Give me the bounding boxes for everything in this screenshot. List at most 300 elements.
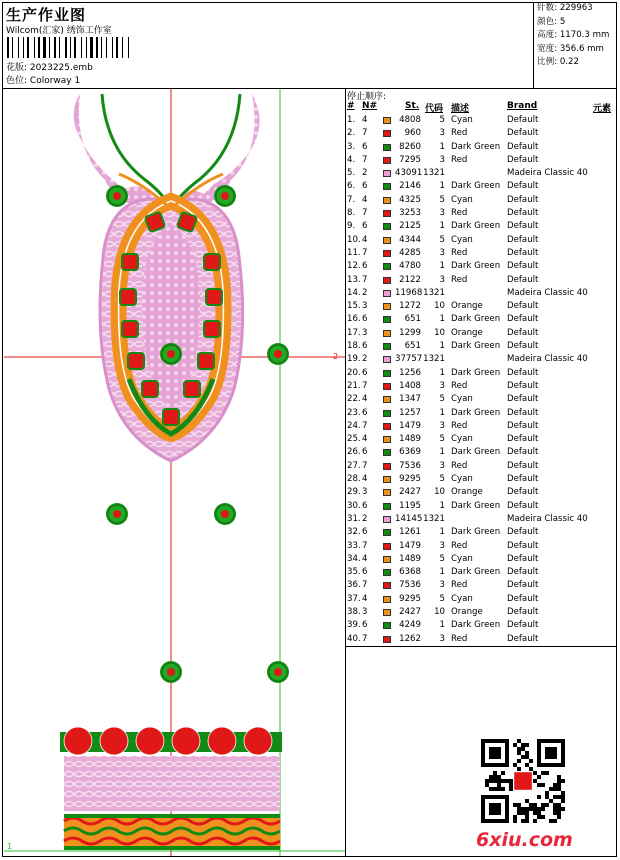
table-row <box>347 380 615 393</box>
table-row <box>347 114 615 127</box>
needle-number: 7 <box>362 580 368 591</box>
table-row <box>347 619 615 632</box>
color-swatch <box>383 144 391 151</box>
thread-brand: Default <box>507 567 539 578</box>
row-number: 38. <box>347 606 361 617</box>
color-swatch <box>383 622 391 629</box>
color-code: 5 <box>439 474 445 485</box>
color-swatch <box>383 343 391 350</box>
thread-brand: Default <box>507 593 539 604</box>
table-row <box>347 486 615 499</box>
row-number: 26. <box>347 447 361 458</box>
row-number: 8. <box>347 208 356 219</box>
color-swatch <box>383 529 391 536</box>
needle-number: 4 <box>362 194 368 205</box>
color-code: 3 <box>439 580 445 591</box>
row-number: 1. <box>347 115 356 125</box>
stitch-count: 3253 <box>399 208 421 219</box>
color-code: 3 <box>439 208 445 219</box>
row-number: 36. <box>347 580 361 591</box>
row-number: 19. <box>347 354 361 365</box>
table-row <box>347 606 615 619</box>
color-swatch <box>383 290 391 297</box>
color-swatch <box>383 237 391 244</box>
color-desc: Dark Green <box>451 567 501 578</box>
needle-number: 6 <box>362 181 368 192</box>
stitch-count: 4344 <box>399 234 421 245</box>
table-row <box>347 553 615 566</box>
color-desc: Dark Green <box>451 221 501 232</box>
stitch-count: 651 <box>404 314 421 325</box>
color-code: 1 <box>439 620 445 631</box>
needle-number: 4 <box>362 115 368 125</box>
stitch-count: 7536 <box>399 460 421 471</box>
row-number: 15. <box>347 301 361 312</box>
stat-height: 高度: 1170.3 mm <box>537 30 610 41</box>
table-row <box>347 274 615 287</box>
color-swatch <box>383 263 391 270</box>
row-number: 22. <box>347 394 361 405</box>
stitch-count: 2427 <box>399 487 421 498</box>
table-row <box>347 287 615 300</box>
color-swatch <box>383 582 391 589</box>
color-swatch <box>383 303 391 310</box>
thread-brand: Default <box>507 527 539 538</box>
thread-brand: Default <box>507 341 539 352</box>
color-swatch <box>383 183 391 190</box>
stitch-count: 1256 <box>399 367 421 378</box>
thread-brand: Default <box>507 460 539 471</box>
thread-brand: Default <box>507 247 539 258</box>
color-code: 1 <box>439 261 445 272</box>
color-code: 1321 <box>423 168 445 179</box>
stitch-count: 2146 <box>399 181 421 192</box>
needle-number: 6 <box>362 341 368 352</box>
thread-brand: Default <box>507 128 539 139</box>
thread-brand: Default <box>507 221 539 232</box>
thread-brand: Default <box>507 434 539 445</box>
needle-number: 6 <box>362 620 368 631</box>
stitch-count: 7295 <box>399 154 421 165</box>
col-stitches: St. <box>405 101 420 111</box>
color-swatch <box>383 277 391 284</box>
col-no: # <box>347 101 355 111</box>
color-desc: Red <box>451 128 468 139</box>
needle-number: 3 <box>362 301 368 312</box>
table-row <box>347 127 615 140</box>
stitch-count: 8260 <box>399 141 421 152</box>
row-number: 37. <box>347 593 361 604</box>
color-desc: Orange <box>451 487 483 498</box>
row-number: 17. <box>347 327 361 338</box>
color-desc: Red <box>451 633 468 644</box>
color-swatch <box>383 316 391 323</box>
color-swatch <box>383 223 391 230</box>
table-row <box>347 433 615 446</box>
needle-number: 6 <box>362 141 368 152</box>
table-row <box>347 500 615 513</box>
needle-number: 6 <box>362 314 368 325</box>
color-desc: Dark Green <box>451 620 501 631</box>
row-number: 10. <box>347 234 361 245</box>
color-code: 10 <box>434 487 445 498</box>
color-code: 1 <box>439 221 445 232</box>
color-desc: Cyan <box>451 593 473 604</box>
row-number: 12. <box>347 261 361 272</box>
color-swatch <box>383 170 391 177</box>
thread-brand: Madeira Classic 40 <box>507 513 588 524</box>
needle-number: 7 <box>362 460 368 471</box>
color-swatch <box>383 543 391 550</box>
color-code: 5 <box>439 234 445 245</box>
needle-number: 4 <box>362 394 368 405</box>
needle-number: 7 <box>362 274 368 285</box>
stitch-count: 1262 <box>399 633 421 644</box>
stitch-count: 37757 <box>395 354 423 365</box>
thread-brand: Default <box>507 580 539 591</box>
color-desc: Cyan <box>451 194 473 205</box>
needle-number: 4 <box>362 593 368 604</box>
color-swatch <box>383 370 391 377</box>
stitch-count: 7536 <box>399 580 421 591</box>
stitch-count: 43091 <box>395 168 423 179</box>
color-desc: Cyan <box>451 553 473 564</box>
table-row <box>347 207 615 220</box>
color-desc: Dark Green <box>451 181 501 192</box>
thread-brand: Madeira Classic 40 <box>507 287 588 298</box>
row-number: 18. <box>347 341 361 352</box>
row-number: 34. <box>347 553 361 564</box>
color-code: 1 <box>439 447 445 458</box>
color-swatch <box>383 330 391 337</box>
page-title: 生产作业图 <box>6 6 87 24</box>
table-row <box>347 540 615 553</box>
col-code: 代码 <box>425 104 444 114</box>
needle-number: 6 <box>362 261 368 272</box>
color-desc: Dark Green <box>451 500 501 511</box>
row-number: 21. <box>347 380 361 391</box>
thread-brand: Default <box>507 194 539 205</box>
row-number: 7. <box>347 194 356 205</box>
color-desc: Dark Green <box>451 341 501 352</box>
thread-brand: Default <box>507 115 539 125</box>
color-code: 3 <box>439 274 445 285</box>
color-desc: Red <box>451 420 468 431</box>
color-desc: Dark Green <box>451 141 501 152</box>
row-number: 14. <box>347 287 361 298</box>
color-swatch <box>383 423 391 430</box>
color-code: 5 <box>439 194 445 205</box>
needle-number: 3 <box>362 327 368 338</box>
color-desc: Red <box>451 247 468 258</box>
color-code: 3 <box>439 420 445 431</box>
color-desc: Red <box>451 380 468 391</box>
needle-number: 4 <box>362 553 368 564</box>
color-code: 3 <box>439 460 445 471</box>
color-desc: Cyan <box>451 234 473 245</box>
color-desc: Red <box>451 580 468 591</box>
stitch-count: 1489 <box>399 553 421 564</box>
color-desc: Dark Green <box>451 261 501 272</box>
color-code: 1321 <box>423 287 445 298</box>
row-number: 16. <box>347 314 361 325</box>
needle-number: 6 <box>362 500 368 511</box>
stitch-count: 6368 <box>399 567 421 578</box>
stop-sequence-table <box>347 114 615 646</box>
color-desc: Dark Green <box>451 314 501 325</box>
color-code: 10 <box>434 606 445 617</box>
row-number: 27. <box>347 460 361 471</box>
colorway-value: Colorway 1 <box>29 76 81 86</box>
table-row <box>347 420 615 433</box>
thread-brand: Default <box>507 500 539 511</box>
color-code: 3 <box>439 540 445 551</box>
table-row <box>347 579 615 592</box>
color-swatch <box>383 396 391 403</box>
color-swatch <box>383 476 391 483</box>
stat-stitches: 针数: 229963 <box>537 3 593 13</box>
needle-number: 7 <box>362 154 368 165</box>
table-row <box>347 220 615 233</box>
stitch-count: 1257 <box>399 407 421 418</box>
thread-brand: Default <box>507 633 539 644</box>
table-bottom-line <box>345 646 617 647</box>
table-header <box>347 101 615 113</box>
table-row <box>347 313 615 326</box>
stitch-count: 4285 <box>399 247 421 258</box>
row-number: 5. <box>347 168 356 179</box>
color-code: 1 <box>439 314 445 325</box>
stat-colors: 颜色: 5 <box>537 16 566 27</box>
table-row <box>347 367 615 380</box>
color-swatch <box>383 157 391 164</box>
stitch-count: 1347 <box>399 394 421 405</box>
colorway-label: 色位: <box>6 76 28 86</box>
table-row <box>347 340 615 353</box>
color-desc: Red <box>451 274 468 285</box>
stitch-count: 1479 <box>399 420 421 431</box>
needle-number: 2 <box>362 287 368 298</box>
color-code: 5 <box>439 553 445 564</box>
color-code: 3 <box>439 380 445 391</box>
row-number: 29. <box>347 487 361 498</box>
row-number: 39. <box>347 620 361 631</box>
table-row <box>347 513 615 526</box>
stitch-count: 1479 <box>399 540 421 551</box>
needle-number: 4 <box>362 474 368 485</box>
needle-number: 7 <box>362 380 368 391</box>
needle-number: 7 <box>362 540 368 551</box>
color-code: 1 <box>439 527 445 538</box>
watermark: 6xiu.com <box>476 829 573 851</box>
col-element: 元素 <box>593 104 612 114</box>
stitch-count: 2122 <box>399 274 421 285</box>
stitch-count: 1195 <box>399 500 421 511</box>
guide-marker-bottom: 1 <box>7 842 13 851</box>
thread-brand: Madeira Classic 40 <box>507 354 588 365</box>
col-brand: Brand <box>507 101 538 111</box>
color-desc: Dark Green <box>451 447 501 458</box>
color-desc: Orange <box>451 606 483 617</box>
thread-brand: Default <box>507 487 539 498</box>
color-swatch <box>383 130 391 137</box>
design-preview <box>4 89 345 856</box>
color-swatch <box>383 436 391 443</box>
stop-sequence-title: 停止顺序: <box>347 92 387 102</box>
color-desc: Red <box>451 154 468 165</box>
thread-brand: Default <box>507 141 539 152</box>
color-code: 10 <box>434 327 445 338</box>
table-row <box>347 407 615 420</box>
table-row <box>347 526 615 539</box>
needle-number: 6 <box>362 527 368 538</box>
color-code: 1321 <box>423 513 445 524</box>
color-swatch <box>383 596 391 603</box>
needle-number: 7 <box>362 128 368 139</box>
thread-brand: Default <box>507 394 539 405</box>
color-swatch <box>383 489 391 496</box>
color-code: 5 <box>439 593 445 604</box>
stitch-count: 14145 <box>395 513 423 524</box>
stitch-count: 4249 <box>399 620 421 631</box>
color-swatch <box>383 410 391 417</box>
color-code: 3 <box>439 247 445 258</box>
table-row <box>347 234 615 247</box>
thread-brand: Default <box>507 208 539 219</box>
color-desc: Orange <box>451 301 483 312</box>
thread-brand: Default <box>507 540 539 551</box>
row-number: 32. <box>347 527 361 538</box>
row-number: 24. <box>347 420 361 431</box>
color-swatch <box>383 117 391 124</box>
table-row <box>347 180 615 193</box>
needle-number: 4 <box>362 434 368 445</box>
company-name: Wilcom(汇家) 绣饰工作室 <box>6 26 112 36</box>
embroidery-preview <box>4 89 345 856</box>
row-number: 23. <box>347 407 361 418</box>
needle-number: 4 <box>362 234 368 245</box>
needle-number: 2 <box>362 168 368 179</box>
table-row <box>347 247 615 260</box>
color-swatch <box>383 556 391 563</box>
stitch-count: 4780 <box>399 261 421 272</box>
thread-brand: Default <box>507 553 539 564</box>
table-row <box>347 633 615 646</box>
stitch-count: 2125 <box>399 221 421 232</box>
barcode <box>7 37 140 58</box>
row-number: 28. <box>347 474 361 485</box>
table-row <box>347 566 615 579</box>
stitch-count: 1408 <box>399 380 421 391</box>
stat-scale: 比例: 0.22 <box>537 57 579 68</box>
color-swatch <box>383 449 391 456</box>
design-file: 2023225.emb <box>29 63 93 73</box>
needle-number: 2 <box>362 354 368 365</box>
row-number: 2. <box>347 128 356 139</box>
stitch-count: 9295 <box>399 593 421 604</box>
color-code: 10 <box>434 301 445 312</box>
row-number: 33. <box>347 540 361 551</box>
row-number: 35. <box>347 567 361 578</box>
stitch-count: 4325 <box>399 194 421 205</box>
column-divider <box>345 88 346 857</box>
thread-brand: Default <box>507 314 539 325</box>
stitch-count: 9295 <box>399 474 421 485</box>
color-code: 3 <box>439 633 445 644</box>
color-code: 5 <box>439 434 445 445</box>
color-desc: Orange <box>451 327 483 338</box>
color-desc: Dark Green <box>451 407 501 418</box>
thread-brand: Default <box>507 181 539 192</box>
color-desc: Dark Green <box>451 367 501 378</box>
color-code: 1 <box>439 141 445 152</box>
needle-number: 6 <box>362 447 368 458</box>
row-number: 31. <box>347 513 361 524</box>
table-row <box>347 327 615 340</box>
thread-brand: Default <box>507 301 539 312</box>
thread-brand: Default <box>507 407 539 418</box>
color-swatch <box>383 569 391 576</box>
thread-brand: Default <box>507 274 539 285</box>
needle-number: 6 <box>362 407 368 418</box>
stitch-count: 6369 <box>399 447 421 458</box>
thread-brand: Default <box>507 380 539 391</box>
color-code: 1 <box>439 181 445 192</box>
color-swatch <box>383 636 391 643</box>
color-swatch <box>383 197 391 204</box>
color-desc: Red <box>451 460 468 471</box>
table-row <box>347 473 615 486</box>
color-code: 1 <box>439 500 445 511</box>
color-desc: Red <box>451 208 468 219</box>
color-code: 1 <box>439 567 445 578</box>
color-code: 1 <box>439 407 445 418</box>
color-swatch <box>383 503 391 510</box>
color-code: 5 <box>439 115 445 125</box>
color-swatch <box>383 463 391 470</box>
stitch-count: 11968 <box>395 287 423 298</box>
stitch-count: 1489 <box>399 434 421 445</box>
row-number: 9. <box>347 221 356 232</box>
color-swatch <box>383 356 391 363</box>
row-number: 11. <box>347 247 361 258</box>
color-desc: Cyan <box>451 394 473 405</box>
color-code: 5 <box>439 394 445 405</box>
color-desc: Cyan <box>451 115 473 125</box>
needle-number: 7 <box>362 633 368 644</box>
needle-number: 6 <box>362 567 368 578</box>
row-number: 25. <box>347 434 361 445</box>
qr-code <box>481 739 565 823</box>
color-code: 1 <box>439 367 445 378</box>
thread-brand: Default <box>507 327 539 338</box>
table-row <box>347 141 615 154</box>
color-desc: Red <box>451 540 468 551</box>
row-number: 20. <box>347 367 361 378</box>
table-row <box>347 194 615 207</box>
row-number: 4. <box>347 154 356 165</box>
thread-brand: Madeira Classic 40 <box>507 168 588 179</box>
table-row <box>347 353 615 366</box>
color-swatch <box>383 516 391 523</box>
table-row <box>347 260 615 273</box>
thread-brand: Default <box>507 261 539 272</box>
stitch-count: 960 <box>404 128 421 139</box>
color-swatch <box>383 210 391 217</box>
col-desc: 描述 <box>451 104 470 114</box>
row-number: 13. <box>347 274 361 285</box>
design-label: 花版: <box>6 63 28 73</box>
